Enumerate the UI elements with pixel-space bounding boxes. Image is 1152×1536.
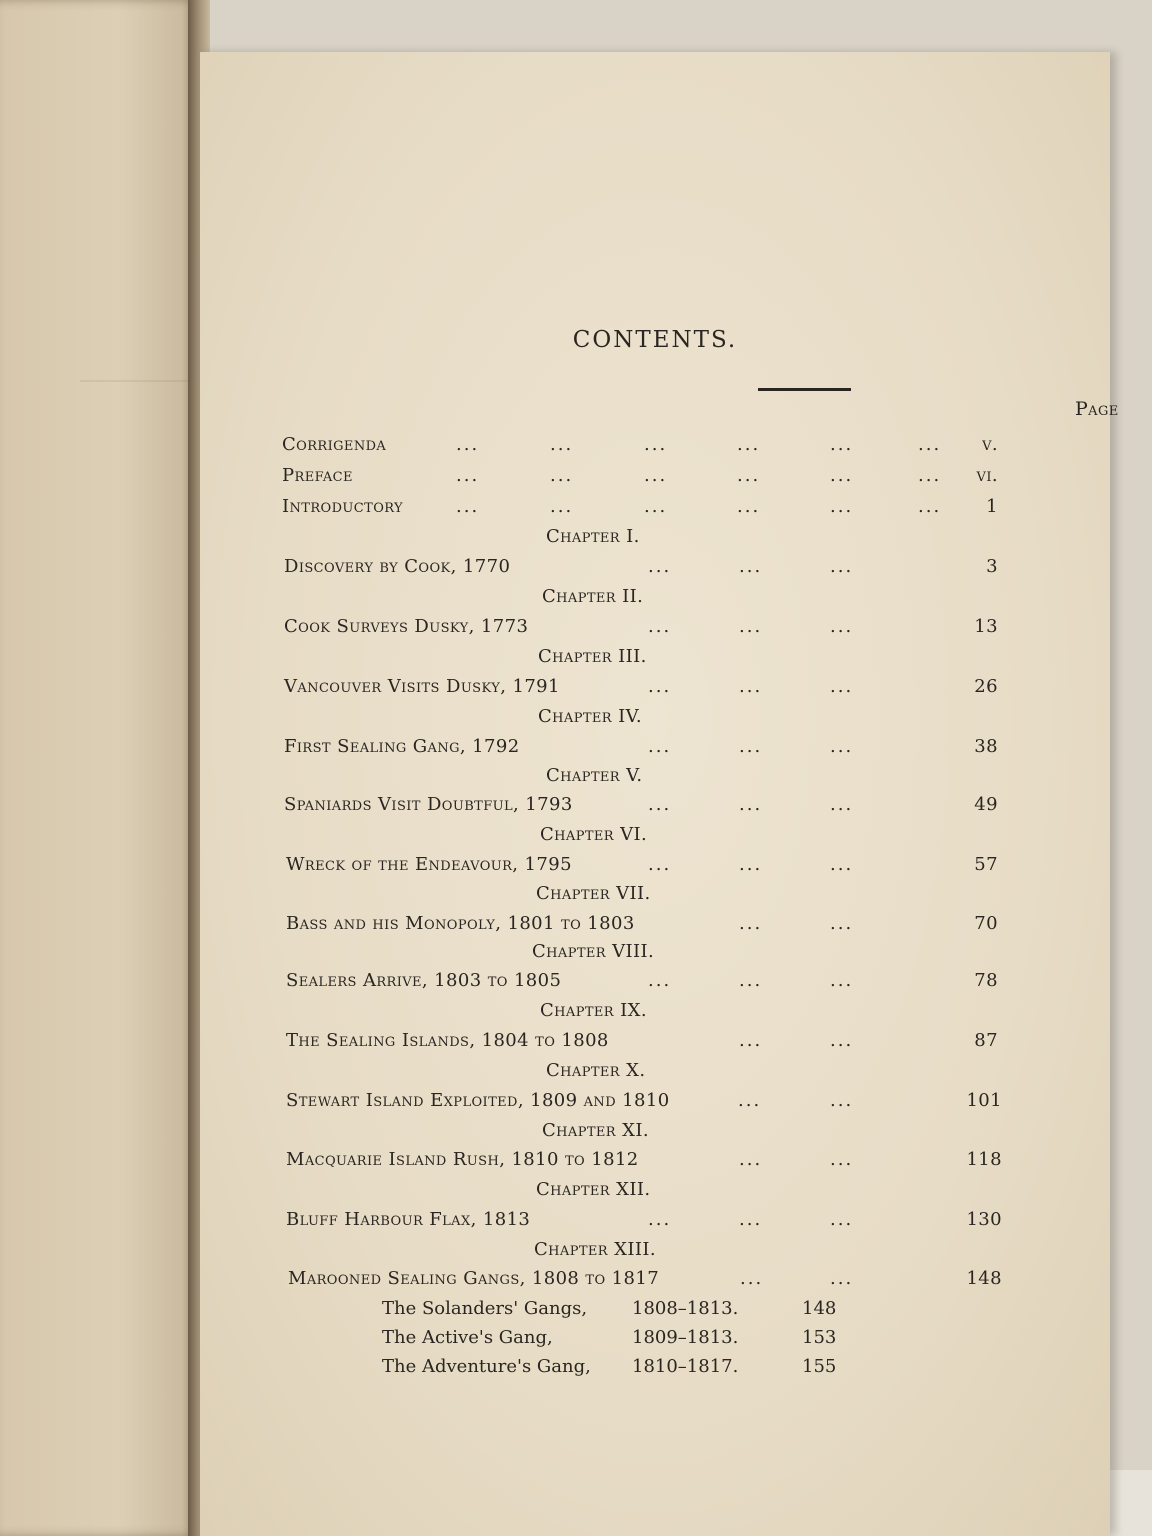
sub-entry-page: 155 xyxy=(802,1356,837,1377)
entry-page: 38 xyxy=(974,736,998,757)
toc-entry xyxy=(284,556,998,577)
entry-title: Bluff Harbour Flax, 1813 xyxy=(286,1209,531,1230)
chapter-heading: Chapter V. xyxy=(546,765,643,786)
entry-title: Corrigenda xyxy=(282,434,387,455)
toc-entry xyxy=(284,676,998,697)
entry-title: Marooned Sealing Gangs, 1808 to 1817 xyxy=(288,1268,660,1289)
leader-dots: ... xyxy=(648,616,672,637)
leader-dots: ... xyxy=(830,794,854,815)
leader-dots: ... xyxy=(648,1209,672,1230)
leader-dots: ... xyxy=(739,556,763,577)
leader-dots: ... xyxy=(830,556,854,577)
leader-dots: ... xyxy=(830,676,854,697)
entry-title: Stewart Island Exploited, 1809 and 1810 xyxy=(286,1090,670,1111)
toc-entry xyxy=(282,434,998,455)
entry-page: v. xyxy=(982,434,998,455)
leader-dots: ... xyxy=(739,1030,763,1051)
chapter-heading: Chapter XII. xyxy=(536,1179,651,1200)
entry-page: 118 xyxy=(966,1149,1002,1170)
toc-entry xyxy=(286,1209,1002,1230)
chapter-heading: Chapter IV. xyxy=(538,706,642,727)
toc-entry xyxy=(284,616,998,637)
entry-title: Preface xyxy=(282,465,353,486)
leader-dots: ... xyxy=(648,736,672,757)
entry-page: 3 xyxy=(986,556,998,577)
leader-dots: ... xyxy=(456,465,480,486)
leader-dots: ... xyxy=(737,434,761,455)
leader-dots: ... xyxy=(739,1149,763,1170)
entry-page: 57 xyxy=(974,854,998,875)
toc-entry xyxy=(284,794,998,815)
entry-page: vi. xyxy=(976,465,998,486)
leader-dots: ... xyxy=(830,1209,854,1230)
leader-dots: ... xyxy=(830,465,854,486)
leader-dots: ... xyxy=(739,913,763,934)
show-through-mark xyxy=(80,380,198,442)
leader-dots: ... xyxy=(830,1268,854,1289)
leader-dots: ... xyxy=(739,794,763,815)
leader-dots: ... xyxy=(830,970,854,991)
entry-title: Sealers Arrive, 1803 to 1805 xyxy=(286,970,562,991)
entry-title: The Sealing Islands, 1804 to 1808 xyxy=(286,1030,609,1051)
entry-title: Vancouver Visits Dusky, 1791 xyxy=(284,676,560,697)
chapter-heading: Chapter IX. xyxy=(540,1000,647,1021)
sub-entry-page: 148 xyxy=(802,1298,837,1319)
leader-dots: ... xyxy=(456,496,480,517)
chapter-heading: Chapter X. xyxy=(546,1060,646,1081)
leader-dots: ... xyxy=(739,970,763,991)
page-title: CONTENTS. xyxy=(572,327,738,353)
toc-entry xyxy=(286,1090,1002,1111)
leader-dots: ... xyxy=(456,434,480,455)
sub-entry-years: 1809–1813. xyxy=(632,1327,739,1348)
leader-dots: ... xyxy=(830,854,854,875)
toc-entry xyxy=(286,970,998,991)
entry-page: 87 xyxy=(974,1030,998,1051)
toc-entry xyxy=(286,854,998,875)
entry-page: 49 xyxy=(974,794,998,815)
entry-page: 26 xyxy=(974,676,998,697)
sub-entry-name: The Active's Gang, xyxy=(382,1327,553,1348)
leader-dots: ... xyxy=(830,1030,854,1051)
leader-dots: ... xyxy=(739,736,763,757)
toc-entry xyxy=(286,1149,1002,1170)
leader-dots: ... xyxy=(918,496,942,517)
leader-dots: ... xyxy=(648,970,672,991)
leader-dots: ... xyxy=(739,676,763,697)
entry-page: 70 xyxy=(974,913,998,934)
entry-title: Introductory xyxy=(282,496,404,517)
chapter-heading: Chapter II. xyxy=(542,586,644,607)
leader-dots: ... xyxy=(737,496,761,517)
chapter-heading: Chapter XIII. xyxy=(534,1239,656,1260)
toc-entry xyxy=(284,736,998,757)
toc-entry xyxy=(288,1268,1002,1289)
toc-entry xyxy=(282,465,998,486)
sub-entry-years: 1808–1813. xyxy=(632,1298,739,1319)
leader-dots: ... xyxy=(738,1090,762,1111)
leader-dots: ... xyxy=(739,616,763,637)
leader-dots: ... xyxy=(830,1149,854,1170)
leader-dots: ... xyxy=(830,434,854,455)
entry-page: 78 xyxy=(974,970,998,991)
leader-dots: ... xyxy=(644,496,668,517)
leader-dots: ... xyxy=(644,465,668,486)
chapter-heading: Chapter VII. xyxy=(536,883,651,904)
title-rule xyxy=(758,388,851,391)
sub-entry-years: 1810–1817. xyxy=(632,1356,739,1377)
leader-dots: ... xyxy=(550,496,574,517)
leader-dots: ... xyxy=(830,616,854,637)
leader-dots: ... xyxy=(739,1209,763,1230)
leader-dots: ... xyxy=(550,465,574,486)
leader-dots: ... xyxy=(644,434,668,455)
entry-title: Spaniards Visit Doubtful, 1793 xyxy=(284,794,573,815)
leader-dots: ... xyxy=(648,676,672,697)
leader-dots: ... xyxy=(648,556,672,577)
leader-dots: ... xyxy=(737,465,761,486)
entry-page: 148 xyxy=(966,1268,1002,1289)
entry-page: 1 xyxy=(986,496,998,517)
toc-entry xyxy=(286,913,998,934)
leader-dots: ... xyxy=(648,854,672,875)
leader-dots: ... xyxy=(918,465,942,486)
entry-page: 101 xyxy=(966,1090,1002,1111)
chapter-heading: Chapter XI. xyxy=(542,1120,649,1141)
leader-dots: ... xyxy=(739,854,763,875)
page-column-header: Page xyxy=(1075,398,1119,420)
leader-dots: ... xyxy=(830,1090,854,1111)
entry-title: Bass and his Monopoly, 1801 to 1803 xyxy=(286,913,635,934)
toc-entry xyxy=(282,496,998,517)
leader-dots: ... xyxy=(830,496,854,517)
leader-dots: ... xyxy=(918,434,942,455)
chapter-heading: Chapter VIII. xyxy=(532,941,655,962)
chapter-heading: Chapter III. xyxy=(538,646,647,667)
leader-dots: ... xyxy=(830,913,854,934)
leader-dots: ... xyxy=(830,736,854,757)
entry-page: 130 xyxy=(966,1209,1002,1230)
entry-title: Discovery by Cook, 1770 xyxy=(284,556,511,577)
leader-dots: ... xyxy=(648,794,672,815)
chapter-heading: Chapter VI. xyxy=(540,824,648,845)
entry-title: First Sealing Gang, 1792 xyxy=(284,736,520,757)
sub-entry-name: The Solanders' Gangs, xyxy=(382,1298,588,1319)
contents-page xyxy=(200,52,1119,1536)
leader-dots: ... xyxy=(550,434,574,455)
chapter-heading: Chapter I. xyxy=(546,526,640,547)
left-page xyxy=(0,0,198,1536)
sub-entry-name: The Adventure's Gang, xyxy=(382,1356,591,1377)
sub-entry-page: 153 xyxy=(802,1327,837,1348)
leader-dots: ... xyxy=(740,1268,764,1289)
entry-title: Cook Surveys Dusky, 1773 xyxy=(284,616,529,637)
entry-title: Macquarie Island Rush, 1810 to 1812 xyxy=(286,1149,639,1170)
entry-page: 13 xyxy=(974,616,998,637)
entry-title: Wreck of the Endeavour, 1795 xyxy=(286,854,572,875)
toc-entry xyxy=(286,1030,998,1051)
